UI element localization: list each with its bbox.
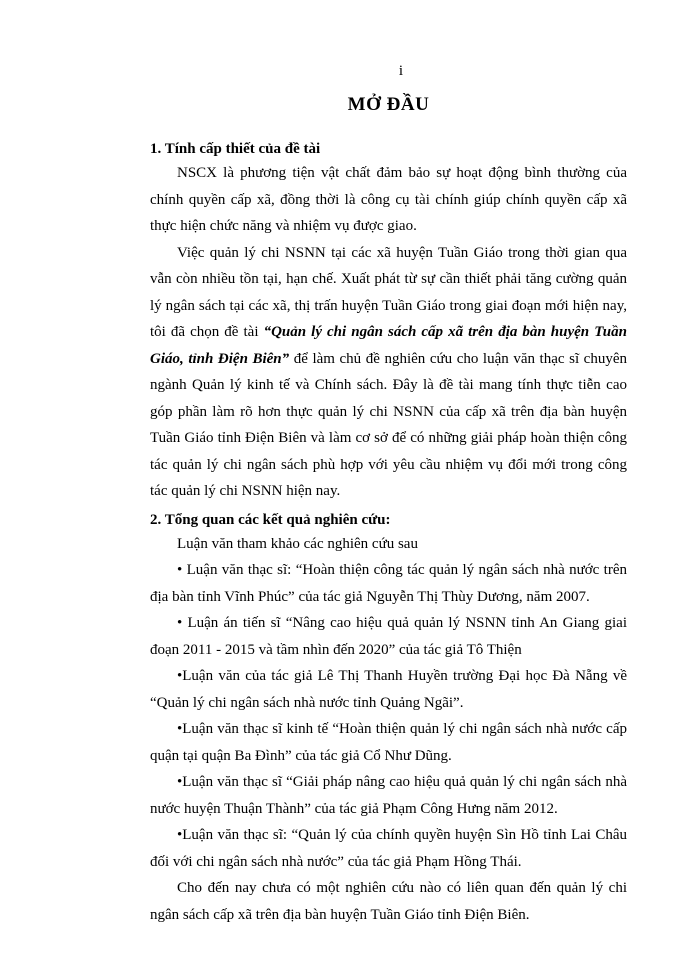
section-2-heading: 2. Tổng quan các kết quả nghiên cứu: [150, 511, 391, 528]
document-page [150, 62, 627, 928]
reference-item: •Luận văn thạc sĩ kinh tế “Hoàn thiện quản lý chi ngân sách nhà nước cấp quận tại quận Ba Đình” của tác giả Cổ Như Dũng. [150, 721, 627, 764]
reference-item: • Luận văn thạc sĩ: “Hoàn thiện công tác quản lý ngân sách nhà nước trên địa bàn tỉnh Vĩnh Phúc” của tác giả Nguyễn Thị Thùy Dương, năm 2007. [150, 562, 627, 605]
thesis-topic-title: “Quản lý chi ngân sách cấp xã trên địa bàn huyện Tuần Giáo, tỉnh Điện Biên” [150, 324, 627, 367]
section-2 [150, 509, 627, 929]
reference-item: •Luận văn của tác giả Lê Thị Thanh Huyền trường Đại học Đà Nẵng về “Quản lý chi ngân sách nhà nước tỉnh Quảng Ngãi”. [150, 668, 627, 711]
section-1-heading: 1. Tính cấp thiết của đề tài [150, 141, 321, 157]
paragraph-2-text-after: để làm chủ đề nghiên cứu cho luận văn thạc sĩ chuyên ngành Quản lý kinh tế và Chính sách. Đây là đề tài mang tính thực tiễn cao góp phần làm rõ hơn thực quản lý chi NSNN của cấp xã trên địa bàn huyện Tuần Giáo tỉnh Điện Biên và làm cơ sở để có những giải pháp hoàn thiện công tác quản lý chi ngân sách phù hợp với yêu cầu nhiệm vụ đổi mới trong công tác quản lý chi NSNN hiện nay. [150, 350, 627, 499]
reference-item: •Luận văn thạc sĩ: “Quản lý của chính quyền huyện Sìn Hồ tỉnh Lai Châu đối với chi ngân sách nhà nước” của tác giả Phạm Hồng Thái. [150, 827, 627, 870]
section-2-intro: Luận văn tham khảo các nghiên cứu sau [177, 535, 418, 552]
paragraph-2-text-before: Việc quản lý chi NSNN tại các xã huyện Tuần Giáo trong thời gian qua vẫn còn nhiều tồn tại, hạn chế. Xuất phát từ sự cần thiết phải tăng cường quản lý ngân sách tại các xã, thị trấn huyện Tuần Giáo trong giai đoạn mới hiện nay, tôi đã chọn đề tài [150, 244, 627, 340]
reference-item: • Luận án tiến sĩ “Nâng cao hiệu quả quản lý NSNN tỉnh An Giang giai đoạn 2011 - 2015 và tầm nhìn đến 2020” của tác giả Tô Thiện [150, 615, 627, 658]
reference-item: •Luận văn thạc sĩ “Giải pháp nâng cao hiệu quả quản lý chi ngân sách nhà nước huyện Thuận Thành” của tác giả Phạm Công Hưng năm 2012. [150, 774, 627, 817]
section-1-paragraph-2 [150, 240, 627, 505]
page-title: MỞ ĐẦU [347, 94, 430, 115]
page-number: i [398, 63, 404, 79]
section-1-paragraph-1: NSCX là phương tiện vật chất đảm bảo sự hoạt động bình thường của chính quyền cấp xã, đồng thời là công cụ tài chính giúp chính quyền cấp xã thực hiện chức năng và nhiệm vụ được giao. [150, 165, 627, 234]
section-1 [150, 138, 627, 505]
section-2-closing: Cho đến nay chưa có một nghiên cứu nào có liên quan đến quản lý chi ngân sách cấp xã trên địa bàn huyện Tuần Giáo tỉnh Điện Biên. [150, 880, 627, 923]
